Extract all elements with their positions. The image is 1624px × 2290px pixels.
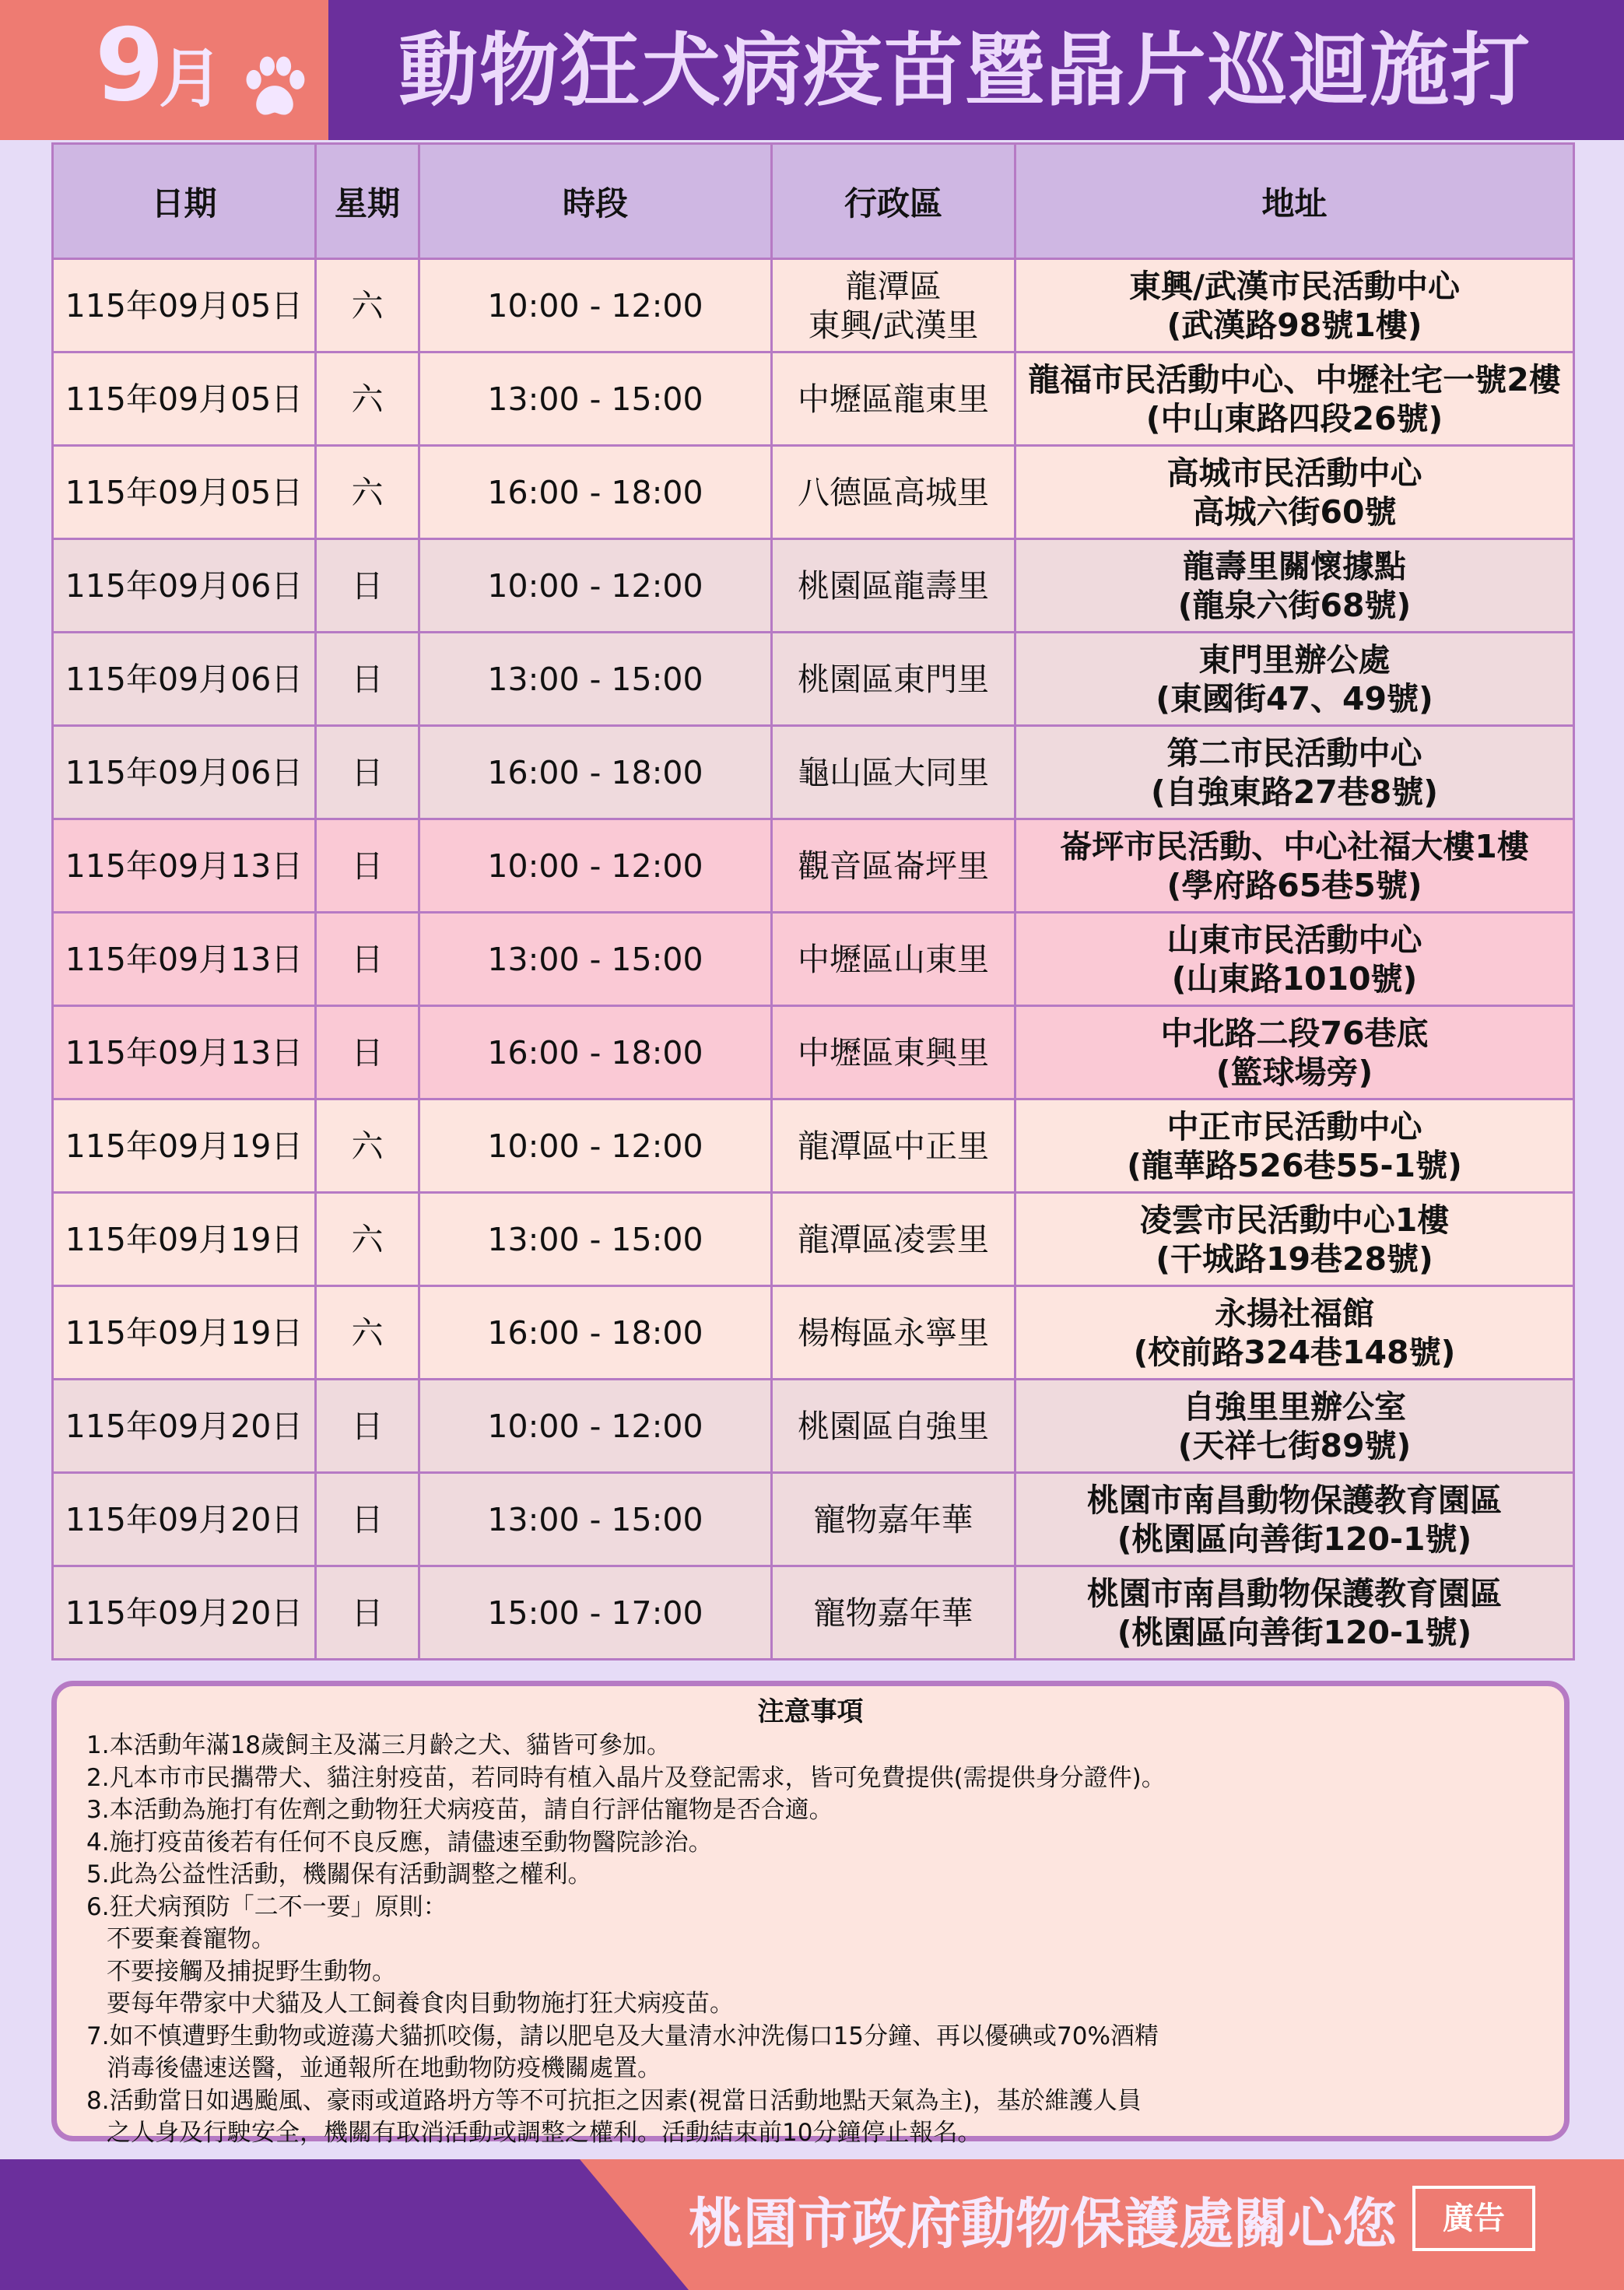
schedule-table xyxy=(51,142,1575,1661)
weekday-cell: 日 xyxy=(316,1006,419,1099)
table-header-row xyxy=(53,144,1574,259)
weekday-cell: 日 xyxy=(316,633,419,726)
table-row xyxy=(53,1006,1574,1099)
district-line: 中壢區山東里 xyxy=(798,940,989,978)
table-row xyxy=(53,633,1574,726)
column-header-date: 日期 xyxy=(53,144,316,259)
table-row xyxy=(53,259,1574,352)
date-cell: 115年09月13日 xyxy=(53,913,316,1006)
district-line: 龜山區大同里 xyxy=(798,753,989,791)
weekday-cell: 日 xyxy=(316,1473,419,1566)
address-line: 自強里里辦公室 xyxy=(1183,1387,1406,1426)
time-cell: 16:00 - 18:00 xyxy=(419,1286,772,1380)
address-cell xyxy=(1015,446,1574,539)
date-cell: 115年09月19日 xyxy=(53,1286,316,1380)
address-line: (自強東路27巷8號) xyxy=(1150,773,1439,811)
address-line: (學府路65巷5號) xyxy=(1166,866,1422,904)
district-cell xyxy=(772,1099,1015,1193)
weekday-cell: 日 xyxy=(316,1380,419,1473)
date-cell: 115年09月20日 xyxy=(53,1473,316,1566)
district-cell xyxy=(772,539,1015,633)
paw-print-icon xyxy=(237,50,312,124)
address-line: (中山東路四段26號) xyxy=(1145,399,1443,437)
note-line: 要每年帶家中犬貓及人工飼養食肉目動物施打狂犬病疫苗。 xyxy=(107,1990,734,2018)
column-header-district: 行政區 xyxy=(772,144,1015,259)
time-cell: 16:00 - 18:00 xyxy=(419,726,772,819)
address-cell xyxy=(1015,726,1574,819)
table-row xyxy=(53,539,1574,633)
district-cell xyxy=(772,1566,1015,1660)
district-line: 桃園區龍壽里 xyxy=(798,566,989,605)
address-line: (龍泉六街68號) xyxy=(1177,586,1412,624)
district-line: 楊梅區永寧里 xyxy=(798,1313,989,1352)
address-line: 山東市民活動中心 xyxy=(1166,921,1422,959)
address-line: (山東路1010號) xyxy=(1171,959,1418,998)
date-cell: 115年09月13日 xyxy=(53,1006,316,1099)
address-cell xyxy=(1015,633,1574,726)
address-cell xyxy=(1015,352,1574,446)
column-header-time: 時段 xyxy=(419,144,772,259)
header-banner xyxy=(0,0,1624,140)
address-line: (桃園區向善街120-1號) xyxy=(1117,1520,1472,1558)
weekday-cell: 六 xyxy=(316,259,419,352)
month-number: 9 xyxy=(95,8,165,124)
time-cell: 13:00 - 15:00 xyxy=(419,633,772,726)
note-line: 4.施打疫苗後若有任何不良反應，請儘速至動物醫院診治。 xyxy=(86,1828,713,1857)
weekday-cell: 日 xyxy=(316,819,419,913)
address-cell xyxy=(1015,1566,1574,1660)
address-line: 龍福市民活動中心、中壢社宅一號2樓 xyxy=(1028,360,1561,398)
weekday-cell: 日 xyxy=(316,539,419,633)
district-cell xyxy=(772,1380,1015,1473)
district-cell xyxy=(772,1473,1015,1566)
address-line: 桃園市南昌動物保護教育園區 xyxy=(1087,1481,1502,1519)
note-line: 之人身及行駛安全，機關有取消活動或調整之權利。活動結束前10分鐘停止報名。 xyxy=(107,2119,982,2147)
weekday-cell: 日 xyxy=(316,913,419,1006)
district-cell xyxy=(772,1286,1015,1380)
notes-list xyxy=(86,1730,1534,2150)
weekday-cell: 六 xyxy=(316,446,419,539)
note-line: 8.活動當日如遇颱風、豪雨或道路坍方等不可抗拒之因素(視當日活動地點天氣為主)，基於維護人員 xyxy=(86,2086,1142,2115)
table-row xyxy=(53,1286,1574,1380)
time-cell: 10:00 - 12:00 xyxy=(419,259,772,352)
date-cell: 115年09月19日 xyxy=(53,1099,316,1193)
address-cell xyxy=(1015,1193,1574,1286)
date-cell: 115年09月20日 xyxy=(53,1566,316,1660)
note-line: 不要接觸及捕捉野生動物。 xyxy=(107,1957,396,1986)
address-cell xyxy=(1015,1006,1574,1099)
district-cell xyxy=(772,259,1015,352)
time-cell: 10:00 - 12:00 xyxy=(419,1099,772,1193)
district-line: 寵物嘉年華 xyxy=(813,1500,973,1538)
district-line: 龍潭區 xyxy=(845,267,942,305)
table-row xyxy=(53,352,1574,446)
date-cell: 115年09月19日 xyxy=(53,1193,316,1286)
district-line: 觀音區崙坪里 xyxy=(798,847,989,885)
district-line: 桃園區東門里 xyxy=(798,660,989,698)
time-cell: 10:00 - 12:00 xyxy=(419,1380,772,1473)
time-cell: 13:00 - 15:00 xyxy=(419,913,772,1006)
address-line: (龍華路526巷55-1號) xyxy=(1127,1146,1462,1184)
table-row xyxy=(53,819,1574,913)
address-cell xyxy=(1015,819,1574,913)
address-line: 高城六街60號 xyxy=(1192,493,1397,531)
address-line: (校前路324巷148號) xyxy=(1133,1333,1456,1371)
page-title: 動物狂犬病疫苗暨晶片巡迴施打 xyxy=(398,25,1531,117)
time-cell: 13:00 - 15:00 xyxy=(419,1193,772,1286)
weekday-cell: 日 xyxy=(316,726,419,819)
address-line: (籃球場旁) xyxy=(1215,1053,1373,1091)
note-line: 5.此為公益性活動，機關保有活動調整之權利。 xyxy=(86,1860,592,1888)
footer-banner xyxy=(0,2159,1624,2290)
address-line: 第二市民活動中心 xyxy=(1166,734,1422,772)
date-cell: 115年09月05日 xyxy=(53,259,316,352)
time-cell: 15:00 - 17:00 xyxy=(419,1566,772,1660)
district-line: 桃園區自強里 xyxy=(798,1407,989,1445)
date-cell: 115年09月06日 xyxy=(53,539,316,633)
time-cell: 13:00 - 15:00 xyxy=(419,352,772,446)
address-line: (武漢路98號1樓) xyxy=(1166,306,1422,344)
table-row xyxy=(53,1380,1574,1473)
date-cell: 115年09月13日 xyxy=(53,819,316,913)
month-unit: 月 xyxy=(159,42,223,116)
note-line: 6.狂犬病預防「二不一要」原則： xyxy=(86,1892,447,1921)
district-line: 東興/武漢里 xyxy=(808,306,979,344)
district-line: 八德區高城里 xyxy=(798,473,989,511)
address-line: 龍壽里關懷據點 xyxy=(1183,547,1406,585)
notes-panel xyxy=(51,1681,1570,2147)
note-line: 3.本活動為施打有佐劑之動物狂犬病疫苗，請自行評估寵物是否合適。 xyxy=(86,1796,833,1824)
district-cell xyxy=(772,726,1015,819)
address-line: 永揚社福館 xyxy=(1215,1294,1374,1332)
address-line: 中正市民活動中心 xyxy=(1166,1107,1422,1145)
address-line: 桃園市南昌動物保護教育園區 xyxy=(1087,1574,1502,1612)
address-line: (干城路19巷28號) xyxy=(1156,1240,1433,1278)
column-header-address: 地址 xyxy=(1015,144,1574,259)
address-line: 凌雲市民活動中心1樓 xyxy=(1139,1201,1450,1239)
time-cell: 10:00 - 12:00 xyxy=(419,819,772,913)
district-cell xyxy=(772,446,1015,539)
table-row xyxy=(53,913,1574,1006)
address-cell xyxy=(1015,1099,1574,1193)
weekday-cell: 六 xyxy=(316,1099,419,1193)
address-line: 東興/武漢市民活動中心 xyxy=(1129,267,1460,305)
weekday-cell: 日 xyxy=(316,1566,419,1660)
date-cell: 115年09月05日 xyxy=(53,352,316,446)
address-line: (東國街47、49號) xyxy=(1156,679,1433,717)
time-cell: 10:00 - 12:00 xyxy=(419,539,772,633)
note-line: 7.如不慎遭野生動物或遊蕩犬貓抓咬傷，請以肥皂及大量清水沖洗傷口15分鐘、再以優碘或70%酒精 xyxy=(86,2022,1159,2050)
address-cell xyxy=(1015,259,1574,352)
notes-title: 注意事項 xyxy=(757,1696,864,1727)
address-cell xyxy=(1015,539,1574,633)
note-line: 消毒後儘速送醫，並通報所在地動物防疫機關處置。 xyxy=(107,2054,661,2082)
district-cell xyxy=(772,1193,1015,1286)
note-line: 2.凡本市市民攜帶犬、貓注射疫苗，若同時有植入晶片及登記需求，皆可免費提供(需提供身分證件)。 xyxy=(86,1763,1166,1792)
district-line: 龍潭區凌雲里 xyxy=(798,1220,989,1258)
weekday-cell: 六 xyxy=(316,352,419,446)
footer-text: 桃園市政府動物保護處關心您 xyxy=(689,2192,1397,2256)
note-line: 不要棄養寵物。 xyxy=(107,1925,275,1953)
district-cell xyxy=(772,819,1015,913)
district-line: 中壢區龍東里 xyxy=(798,380,989,418)
address-cell xyxy=(1015,913,1574,1006)
address-cell xyxy=(1015,1380,1574,1473)
date-cell: 115年09月20日 xyxy=(53,1380,316,1473)
table-row xyxy=(53,1473,1574,1566)
district-cell xyxy=(772,913,1015,1006)
district-line: 龍潭區中正里 xyxy=(798,1127,989,1165)
time-cell: 13:00 - 15:00 xyxy=(419,1473,772,1566)
address-line: 中北路二段76巷底 xyxy=(1160,1014,1429,1052)
date-cell: 115年09月06日 xyxy=(53,726,316,819)
column-header-weekday: 星期 xyxy=(316,144,419,259)
table-row xyxy=(53,726,1574,819)
district-cell xyxy=(772,352,1015,446)
address-line: 崙坪市民活動、中心社福大樓1樓 xyxy=(1060,827,1529,865)
district-cell xyxy=(772,1006,1015,1099)
weekday-cell: 六 xyxy=(316,1286,419,1380)
address-line: (天祥七街89號) xyxy=(1177,1426,1412,1464)
time-cell: 16:00 - 18:00 xyxy=(419,446,772,539)
district-line: 中壢區東興里 xyxy=(798,1033,989,1071)
weekday-cell: 六 xyxy=(316,1193,419,1286)
district-line: 寵物嘉年華 xyxy=(813,1594,973,1632)
table-row xyxy=(53,1193,1574,1286)
district-cell xyxy=(772,633,1015,726)
ad-label: 廣告 xyxy=(1412,2186,1535,2251)
address-line: 東門里辦公處 xyxy=(1198,640,1391,679)
month-badge xyxy=(0,0,328,140)
address-line: 高城市民活動中心 xyxy=(1166,454,1422,492)
address-cell xyxy=(1015,1473,1574,1566)
address-line: (桃園區向善街120-1號) xyxy=(1117,1613,1472,1651)
table-row xyxy=(53,446,1574,539)
date-cell: 115年09月06日 xyxy=(53,633,316,726)
table-row xyxy=(53,1099,1574,1193)
time-cell: 16:00 - 18:00 xyxy=(419,1006,772,1099)
date-cell: 115年09月05日 xyxy=(53,446,316,539)
table-row xyxy=(53,1566,1574,1660)
address-cell xyxy=(1015,1286,1574,1380)
note-line: 1.本活動年滿18歲飼主及滿三月齡之犬、貓皆可參加。 xyxy=(86,1731,672,1759)
